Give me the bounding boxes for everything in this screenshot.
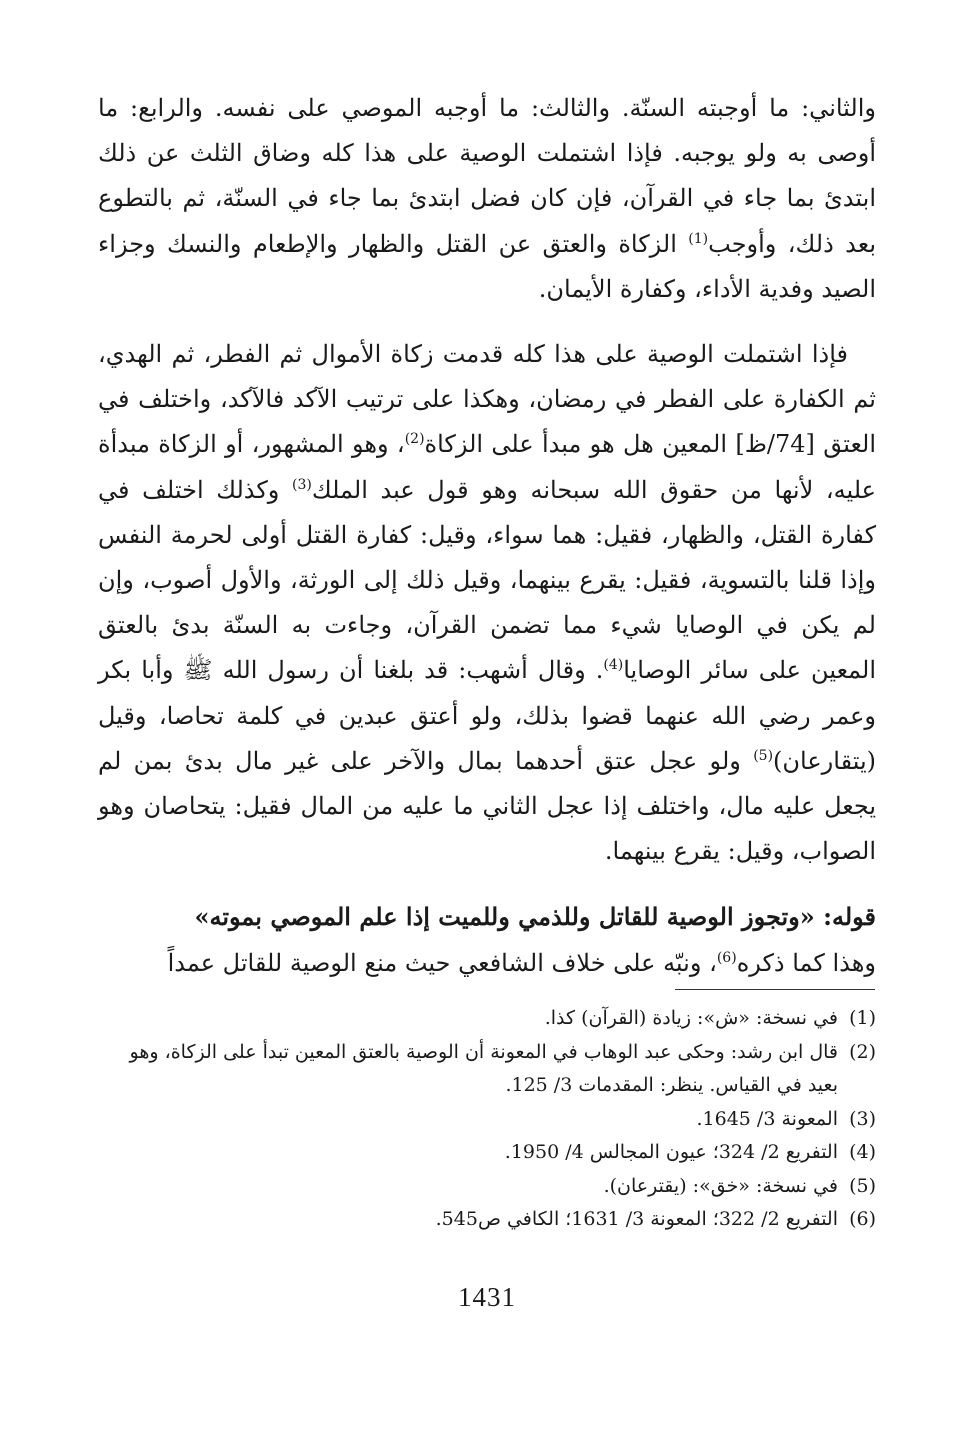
text-run: الزكاة والعتق عن القتل والظهار والإطعام والنسك وجزاء الصيد وفدية الأداء، وكفارة الأيمان.	[98, 229, 876, 303]
footnote-ref: (6)	[716, 949, 737, 966]
paragraph-2	[98, 332, 876, 874]
footnotes	[98, 1002, 876, 1237]
footnote-5	[98, 1170, 876, 1204]
footnote-text: في نسخة: «خق»: (يقترعان).	[603, 1174, 838, 1197]
footnote-4	[98, 1136, 876, 1170]
footnote-separator	[675, 989, 875, 990]
footnote-text: المعونة 3/ 1645.	[696, 1107, 838, 1130]
footnote-text: التفريع 2/ 324؛ عيون المجالس 4/ 1950.	[504, 1141, 838, 1163]
footnote-ref: (3)	[292, 476, 312, 493]
footnote-ref: (4)	[603, 657, 624, 674]
section-heading: قوله: «وتجوز الوصية للقاتل وللذمي وللميت إذا علم الموصي بموته»	[194, 902, 876, 932]
footnote-1	[98, 1002, 876, 1036]
footnote-text: قال ابن رشد: وحكى عبد الوهاب في المعونة أن الوصية بالعتق المعين تبدأ على الزكاة، وهو بعيد في القياس. ينظر: المقدمات 3/ 125.	[129, 1040, 838, 1096]
page-number: 1431	[458, 1282, 516, 1312]
text-run: . وقال أشهب: قد بلغنا أن رسول الله ﷺ وأبا بكر وعمر رضي الله عنهما قضوا بذلك، ولو أعتق عبدين في كلمة تحاصا، وقيل (يتقارعان)	[98, 656, 876, 775]
footnote-ref: (2)	[404, 431, 425, 448]
text-run: ولو عجل عتق أحدهما بمال والآخر على غير مال بدئ بمن لم يجعل عليه مال، واختلف إذا عجل الثاني ما عليه من المال فقيل: يتحاصان وهو الصواب، وقيل: يقرع بينهما.	[98, 746, 876, 866]
footnote-number: (5)	[849, 1174, 876, 1197]
footnote-ref: (5)	[753, 747, 774, 764]
footnote-6	[98, 1203, 876, 1237]
text-run: فإذا اشتملت الوصية على هذا كله قدمت زكاة الأموال ثم الفطر، ثم الهدي، ثم الكفارة على الفطر في رمضان، وهكذا على ترتيب الآكد فالآكد، واختلف في العتق [74/ظ] المعين هل هو مبدأ على الزكاة	[98, 340, 877, 459]
paragraph-3	[98, 894, 876, 985]
footnote-3	[98, 1103, 876, 1137]
footnote-number: (6)	[849, 1208, 876, 1230]
footnote-number: (3)	[849, 1107, 876, 1130]
footnote-text: التفريع 2/ 322؛ المعونة 3/ 1631؛ الكافي ص545.	[435, 1208, 838, 1230]
footnote-ref: (1)	[688, 230, 709, 247]
text-run: وكذلك اختلف في كفارة القتل، والظهار، فقيل: هما سواء، وقيل: كفارة القتل أولى لحرمة النفس وإذا قلنا بالتسوية، فقيل: يقرع بينهما، وقيل ذلك إلى الورثة، والأول أصوب، وإن لم يكن في الوصايا شيء مما تضمن القرآن، وجاءت به السنّة بدئ بالعتق المعين على سائر الوصايا	[98, 475, 877, 685]
footnote-number: (2)	[849, 1040, 876, 1063]
text-run: ، وهو المشهور، أو الزكاة مبدأة عليه، لأنها من حقوق الله سبحانه وهو قول عبد الملك	[98, 430, 877, 504]
main-text	[98, 86, 876, 986]
footnote-2	[98, 1036, 876, 1103]
text-run: والثاني: ما أوجبته السنّة. والثالث: ما أوجبه الموصي على نفسه. والرابع: ما أوصى به ولو يوجبه. فإذا اشتملت الوصية على هذا كله وضاق الثلث عن ذلك ابتدئ بما جاء في القرآن، فإن كان فضل ابتدئ بما جاء في السنّة، ثم بالتطوع بعد ذلك، وأوجب	[98, 94, 876, 258]
paragraph-1	[98, 86, 876, 312]
text-run: وهذا كما ذكره	[736, 948, 876, 977]
footnote-number: (1)	[849, 1007, 876, 1029]
text-run: ، ونبّه على خلاف الشافعي حيث منع الوصية للقاتل عمداً	[167, 948, 717, 977]
footnote-text: في نسخة: «ش»: زيادة (القرآن) كذا.	[544, 1007, 838, 1029]
footnote-number: (4)	[849, 1141, 876, 1163]
